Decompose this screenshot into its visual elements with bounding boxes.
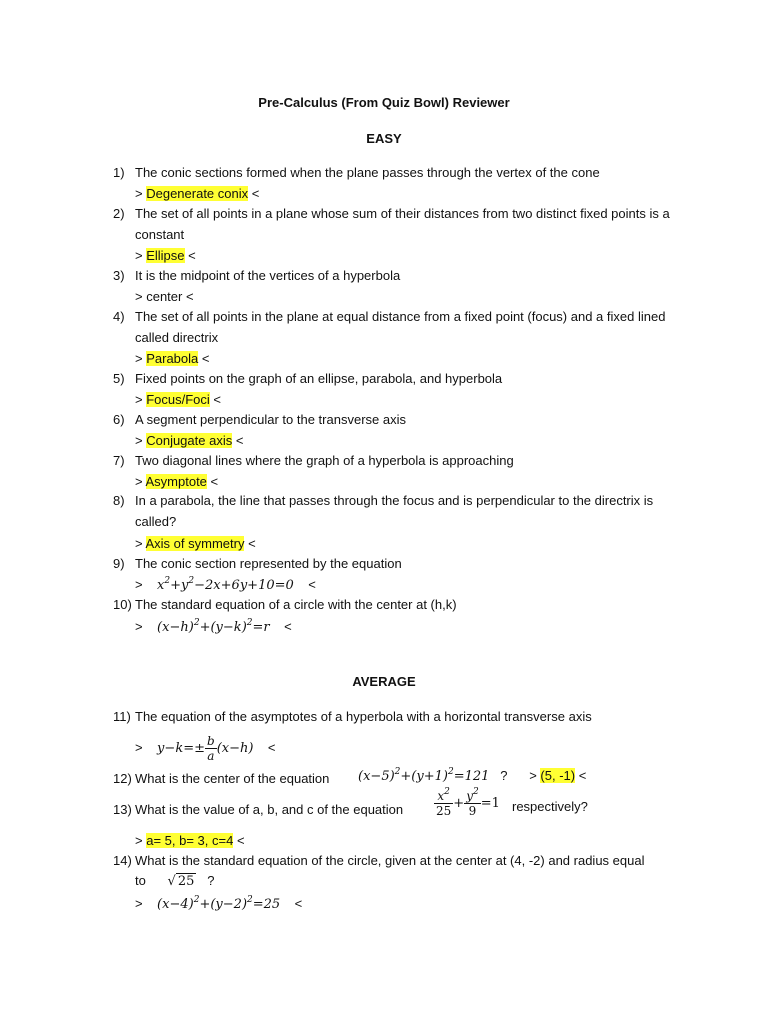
question-number: 13)	[113, 802, 132, 817]
question-text: It is the midpoint of the vertices of a hyperbola	[135, 268, 401, 283]
answer-2: > Ellipse <	[135, 248, 196, 263]
section-heading-average: AVERAGE	[352, 674, 416, 689]
fraction-x2-over-25: $\frac{x^2}{25}$	[436, 787, 452, 818]
answer-8: > Axis of symmetry <	[135, 536, 256, 551]
equation-13: $\frac{x^2}{25}$ + $\frac{y^2}{9}$ =1	[436, 787, 500, 818]
question-number: 6)	[113, 412, 125, 427]
answer-highlight: Focus/Foci	[146, 392, 210, 407]
answer-11-equation: > y−k=± $\frac{b}{a}$ (x−h) <	[135, 734, 276, 763]
question-text: The equation of the asymptotes of a hyperbola with a horizontal transverse axis	[135, 709, 592, 724]
equation-general-circle: $x^2+y^2-2x+6y+10=0$	[157, 576, 294, 593]
answer-4: > Parabola <	[135, 351, 210, 366]
question-3	[113, 265, 688, 286]
question-number: 12)	[113, 771, 132, 786]
question-text: A segment perpendicular to the transverse axis	[135, 412, 406, 427]
answer-5: > Focus/Foci <	[135, 392, 222, 407]
answer-highlight: Degenerate conix	[146, 186, 249, 201]
question-10	[113, 594, 688, 615]
equation-standard-circle: $(x-h)^2+(y-k)^2=r$	[157, 618, 270, 635]
answer-6: > Conjugate axis <	[135, 433, 244, 448]
question-text: The set of all points in a plane whose sum of their distances from two distinct fixed points is a constant	[135, 206, 670, 242]
question-7	[113, 450, 688, 471]
answer-14-equation: > $(x-4)^2+(y-2)^2=25$ <	[135, 895, 303, 912]
question-text: In a parabola, the line that passes through the focus and is perpendicular to the directrix is called?	[135, 493, 654, 529]
answer-10-equation: > $(x-h)^2+(y-k)^2=r$ <	[135, 618, 292, 635]
answer-highlight: Axis of symmetry	[145, 536, 245, 551]
question-14-line2: to √ 25 ?	[135, 871, 214, 892]
question-number: 2)	[113, 206, 125, 221]
question-number: 14)	[113, 853, 132, 868]
answer-1: > Degenerate conix <	[135, 186, 260, 201]
question-text: What is the standard equation of the circle, given at the center at (4, -2) and radius equal	[135, 853, 645, 868]
question-11	[113, 706, 688, 727]
question-13-suffix: respectively?	[512, 799, 588, 814]
question-9	[113, 553, 688, 574]
question-number: 7)	[113, 453, 125, 468]
answer-highlight: a= 5, b= 3, c=4	[146, 833, 234, 848]
question-number: 3)	[113, 268, 125, 283]
answer-text: center	[146, 289, 183, 304]
question-text: The standard equation of a circle with the center at (h,k)	[135, 597, 457, 612]
answer-highlight: Conjugate axis	[146, 433, 233, 448]
question-8	[113, 490, 688, 532]
question-number: 11)	[113, 709, 131, 724]
question-5	[113, 368, 688, 389]
question-14	[113, 850, 688, 871]
question-text: The set of all points in the plane at equal distance from a fixed point (focus) and a fixed lined called directrix	[135, 309, 666, 345]
page-title: Pre-Calculus (From Quiz Bowl) Reviewer	[258, 95, 510, 110]
answer-7: > Asymptote <	[135, 474, 219, 489]
answer-highlight: Parabola	[146, 351, 199, 366]
question-text: The conic sections formed when the plane passes through the vertex of the cone	[135, 165, 600, 180]
question-number: 10)	[113, 597, 132, 612]
answer-3: > center <	[135, 289, 194, 304]
question-number: 9)	[113, 556, 125, 571]
question-text: What is the value of a, b, and c of the equation	[135, 802, 404, 817]
question-13	[113, 799, 688, 820]
section-heading-easy: EASY	[366, 131, 402, 146]
equation-asymptote: y−k=± $\frac{b}{a}$ (x−h)	[157, 734, 254, 763]
question-text: Two diagonal lines where the graph of a hyperbola is approaching	[135, 453, 514, 468]
answer-highlight: (5, -1)	[540, 768, 576, 783]
question-4	[113, 306, 688, 348]
question-1	[113, 162, 688, 183]
question-number: 4)	[113, 309, 125, 324]
question-2	[113, 203, 688, 245]
fraction-y2-over-9: $\frac{y^2}{9}$	[466, 787, 479, 818]
answer-highlight: Asymptote	[145, 474, 207, 489]
question-text: The conic section represented by the equation	[135, 556, 402, 571]
question-6	[113, 409, 688, 430]
sqrt-25: √ 25	[167, 874, 195, 889]
answer-9-equation: > $x^2+y^2-2x+6y+10=0$ <	[135, 576, 316, 593]
question-number: 5)	[113, 371, 125, 386]
fraction-b-over-a: $\frac{b}{a}$	[207, 734, 215, 763]
equation-12: $(x-5)^2+(y+1)^2=121$ ? > (5, -1) <	[358, 767, 587, 784]
equation-circle-14: $(x-4)^2+(y-2)^2=25$	[157, 895, 281, 912]
answer-highlight: Ellipse	[146, 248, 185, 263]
question-number: 8)	[113, 493, 125, 508]
question-text: Fixed points on the graph of an ellipse, parabola, and hyperbola	[135, 371, 503, 386]
question-text: What is the center of the equation	[135, 771, 330, 786]
answer-13: > a= 5, b= 3, c=4 <	[135, 833, 245, 848]
question-number: 1)	[113, 165, 125, 180]
